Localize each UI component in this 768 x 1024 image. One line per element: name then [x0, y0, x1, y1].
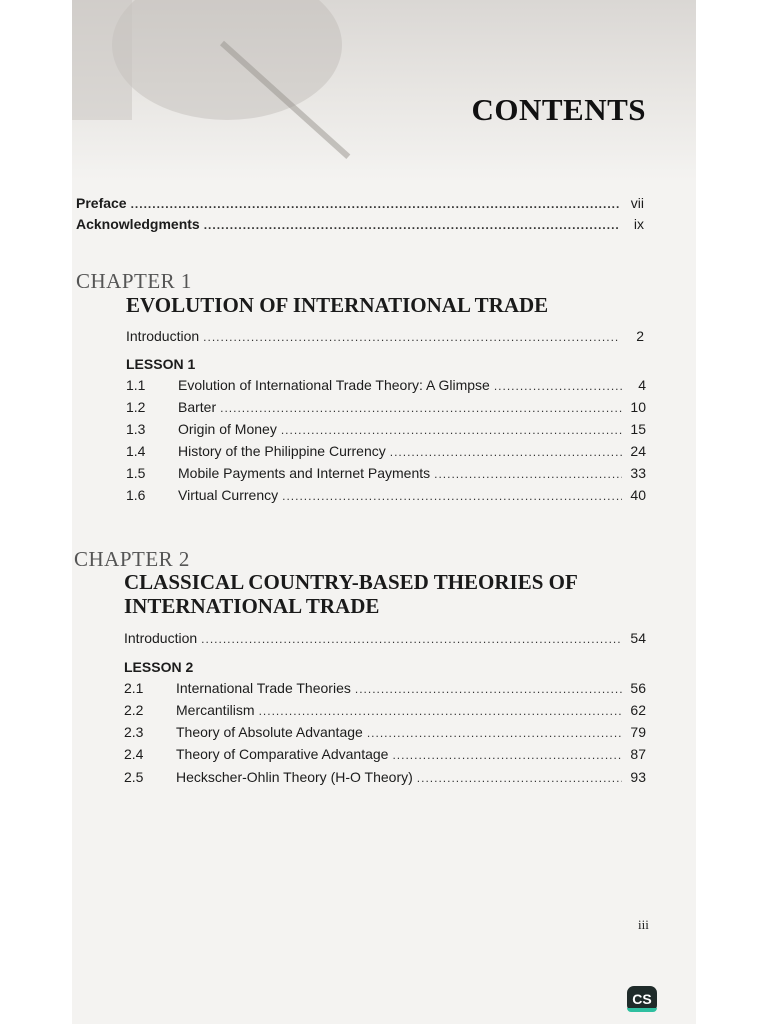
toc-entry-label: Barter: [178, 399, 217, 415]
toc-entry[interactable]: [126, 443, 646, 459]
toc-entry-page: 33: [630, 465, 646, 481]
toc-entry[interactable]: [124, 769, 646, 785]
lesson-heading: LESSON 1: [126, 356, 196, 372]
chapter-title-line-2: INTERNATIONAL TRADE: [124, 594, 380, 618]
toc-entry-page: 93: [630, 769, 646, 785]
toc-entry[interactable]: [126, 377, 646, 393]
toc-entry-label: Theory of Comparative Advantage: [176, 746, 389, 762]
chapter-title: CLASSICAL COUNTRY-BASED THEORIES OF: [124, 570, 578, 594]
toc-entry-number: 1.1: [126, 377, 146, 393]
camscanner-logo-icon: CS: [627, 986, 657, 1012]
toc-entry-number: 1.5: [126, 465, 146, 481]
toc-entry-label: Acknowledgments: [76, 216, 200, 232]
page-title: CONTENTS: [471, 92, 646, 127]
toc-entry-page: 62: [630, 702, 646, 718]
toc-entry-page: 54: [630, 630, 646, 646]
toc-entry-label: Evolution of International Trade Theory: A Glimpse: [178, 377, 490, 393]
toc-entry[interactable]: [124, 724, 646, 740]
chapter-label: CHAPTER 1: [76, 269, 192, 293]
toc-entry-label: Virtual Currency: [178, 487, 279, 503]
toc-entry-label: International Trade Theories: [176, 680, 351, 696]
toc-entry[interactable]: [124, 680, 646, 696]
toc-entry-number: 2.5: [124, 769, 144, 785]
toc-entry-page: ix: [633, 216, 644, 232]
toc-entry-page: 40: [630, 487, 646, 503]
toc-entry-page: 79: [630, 724, 646, 740]
toc-entry-number: 2.4: [124, 746, 144, 762]
toc-entry-label: Introduction: [124, 630, 198, 646]
toc-entry-label: Origin of Money: [178, 421, 277, 437]
page-number: iii: [638, 917, 649, 932]
toc-entry-label: Theory of Absolute Advantage: [176, 724, 363, 740]
toc-entry-number: 1.2: [126, 399, 146, 415]
toc-entry-label: History of the Philippine Currency: [178, 443, 386, 459]
toc-entry-page: 24: [630, 443, 646, 459]
toc-entry-number: 2.1: [124, 680, 144, 696]
toc-entry-acknowledgments[interactable]: [76, 216, 644, 232]
toc-entry-number: 1.6: [126, 487, 146, 503]
toc-entry-number: 2.2: [124, 702, 144, 718]
toc-entry[interactable]: [126, 487, 646, 503]
toc-entry-page: 2: [636, 328, 644, 344]
toc-entry-preface[interactable]: [76, 195, 644, 211]
toc-entry-number: 2.3: [124, 724, 144, 740]
toc-entry[interactable]: [124, 746, 646, 762]
toc-entry-page: 56: [630, 680, 646, 696]
toc-entry-label: Mercantilism: [176, 702, 255, 718]
toc-entry[interactable]: [126, 399, 646, 415]
toc-entry[interactable]: [126, 465, 646, 481]
toc-entry-number: 1.3: [126, 421, 146, 437]
lesson-heading: LESSON 2: [124, 659, 194, 675]
header-photo: [72, 0, 696, 180]
chapter-label: CHAPTER 2: [74, 547, 190, 571]
toc-entry[interactable]: [126, 421, 646, 437]
toc-entry-page: 4: [638, 377, 646, 393]
toc-entry-page: 10: [630, 399, 646, 415]
toc-entry-introduction[interactable]: [124, 630, 646, 646]
toc-entry-page: 87: [630, 746, 646, 762]
toc-entry-label: Preface: [76, 195, 127, 211]
toc-entry-number: 1.4: [126, 443, 146, 459]
toc-entry-introduction[interactable]: [126, 328, 644, 344]
toc-entry-label: Mobile Payments and Internet Payments: [178, 465, 431, 481]
toc-entry[interactable]: [124, 702, 646, 718]
chapter-title: EVOLUTION OF INTERNATIONAL TRADE: [126, 293, 549, 317]
toc-entry-label: Introduction: [126, 328, 200, 344]
toc-entry-page: vii: [630, 195, 644, 211]
toc-entry-page: 15: [630, 421, 646, 437]
toc-entry-label: Heckscher-Ohlin Theory (H-O Theory): [176, 769, 413, 785]
